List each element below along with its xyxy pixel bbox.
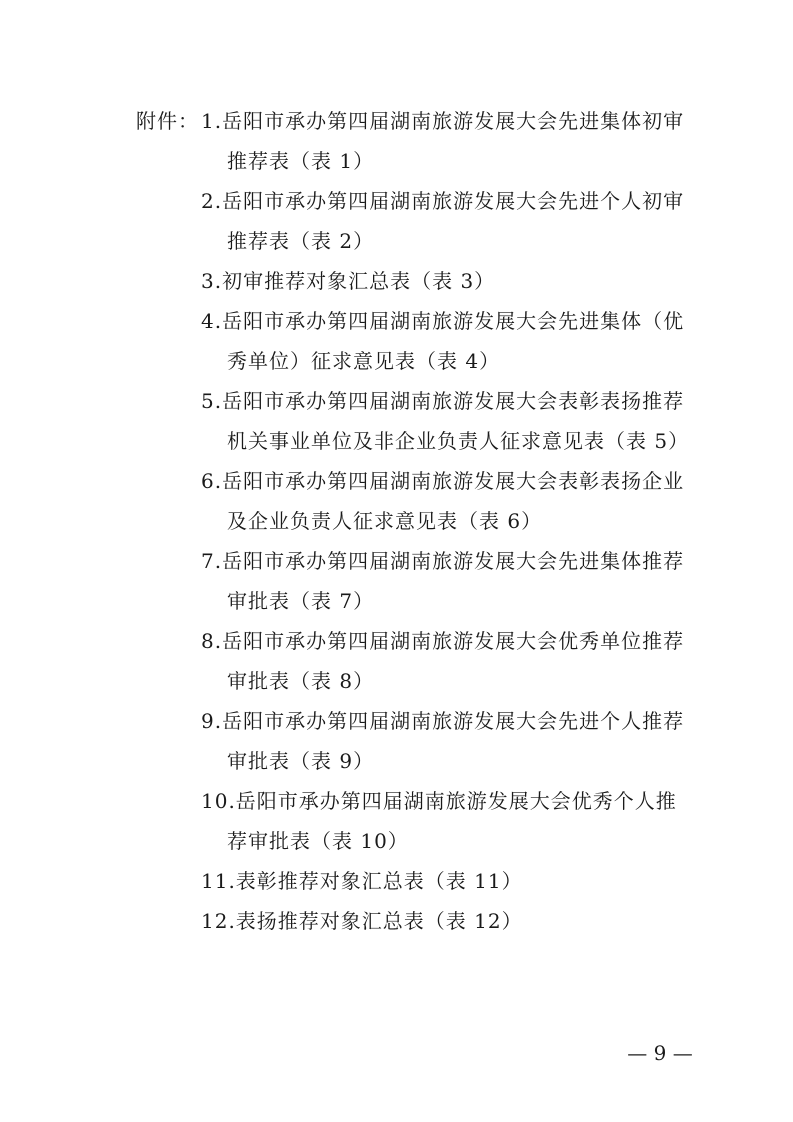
attachment-line: 10.岳阳市承办第四届湖南旅游发展大会优秀个人推 (201, 789, 677, 813)
attachment-item-7 (201, 541, 701, 621)
attachment-line-continued: 荐审批表（表 10） (227, 829, 409, 853)
attachment-line: 3.初审推荐对象汇总表（表 3） (201, 269, 496, 293)
attachment-item-12 (201, 901, 701, 941)
attachment-line: 12.表扬推荐对象汇总表（表 12） (201, 909, 523, 933)
attachment-line-continued: 审批表（表 8） (227, 669, 375, 693)
attachment-line-continued: 及企业负责人征求意见表（表 6） (227, 509, 543, 533)
attachments-label: 附件： (136, 109, 199, 133)
attachment-line: 11.表彰推荐对象汇总表（表 11） (201, 869, 523, 893)
attachment-line-continued: 审批表（表 7） (227, 589, 375, 613)
attachment-line-continued: 审批表（表 9） (227, 749, 375, 773)
attachment-line: 6.岳阳市承办第四届湖南旅游发展大会表彰表扬企业 (201, 469, 685, 493)
attachment-line-continued: 推荐表（表 2） (227, 229, 375, 253)
page-number: — 9 — (627, 1041, 693, 1065)
attachment-line-continued: 机关事业单位及非企业负责人征求意见表（表 5） (227, 429, 690, 453)
attachment-item-5 (201, 381, 701, 461)
attachment-line: 1.岳阳市承办第四届湖南旅游发展大会先进集体初审 (201, 109, 685, 133)
attachment-line: 2.岳阳市承办第四届湖南旅游发展大会先进个人初审 (201, 189, 685, 213)
attachment-item-6 (201, 461, 701, 541)
attachment-item-8 (201, 621, 701, 701)
attachment-line: 4.岳阳市承办第四届湖南旅游发展大会先进集体（优 (201, 309, 685, 333)
attachment-item-9 (201, 701, 701, 781)
attachment-line: 7.岳阳市承办第四届湖南旅游发展大会先进集体推荐 (201, 549, 685, 573)
attachment-line: 8.岳阳市承办第四届湖南旅游发展大会优秀单位推荐 (201, 629, 685, 653)
attachment-item-2 (201, 181, 701, 261)
attachment-list (201, 101, 701, 941)
attachment-line: 5.岳阳市承办第四届湖南旅游发展大会表彰表扬推荐 (201, 389, 685, 413)
attachment-item-10 (201, 781, 701, 861)
attachment-item-4 (201, 301, 701, 381)
attachment-line-continued: 秀单位）征求意见表（表 4） (227, 349, 501, 373)
attachment-item-1 (201, 101, 701, 181)
attachment-line: 9.岳阳市承办第四届湖南旅游发展大会先进个人推荐 (201, 709, 685, 733)
attachment-item-3 (201, 261, 701, 301)
attachment-item-11 (201, 861, 701, 901)
attachment-line-continued: 推荐表（表 1） (227, 149, 375, 173)
